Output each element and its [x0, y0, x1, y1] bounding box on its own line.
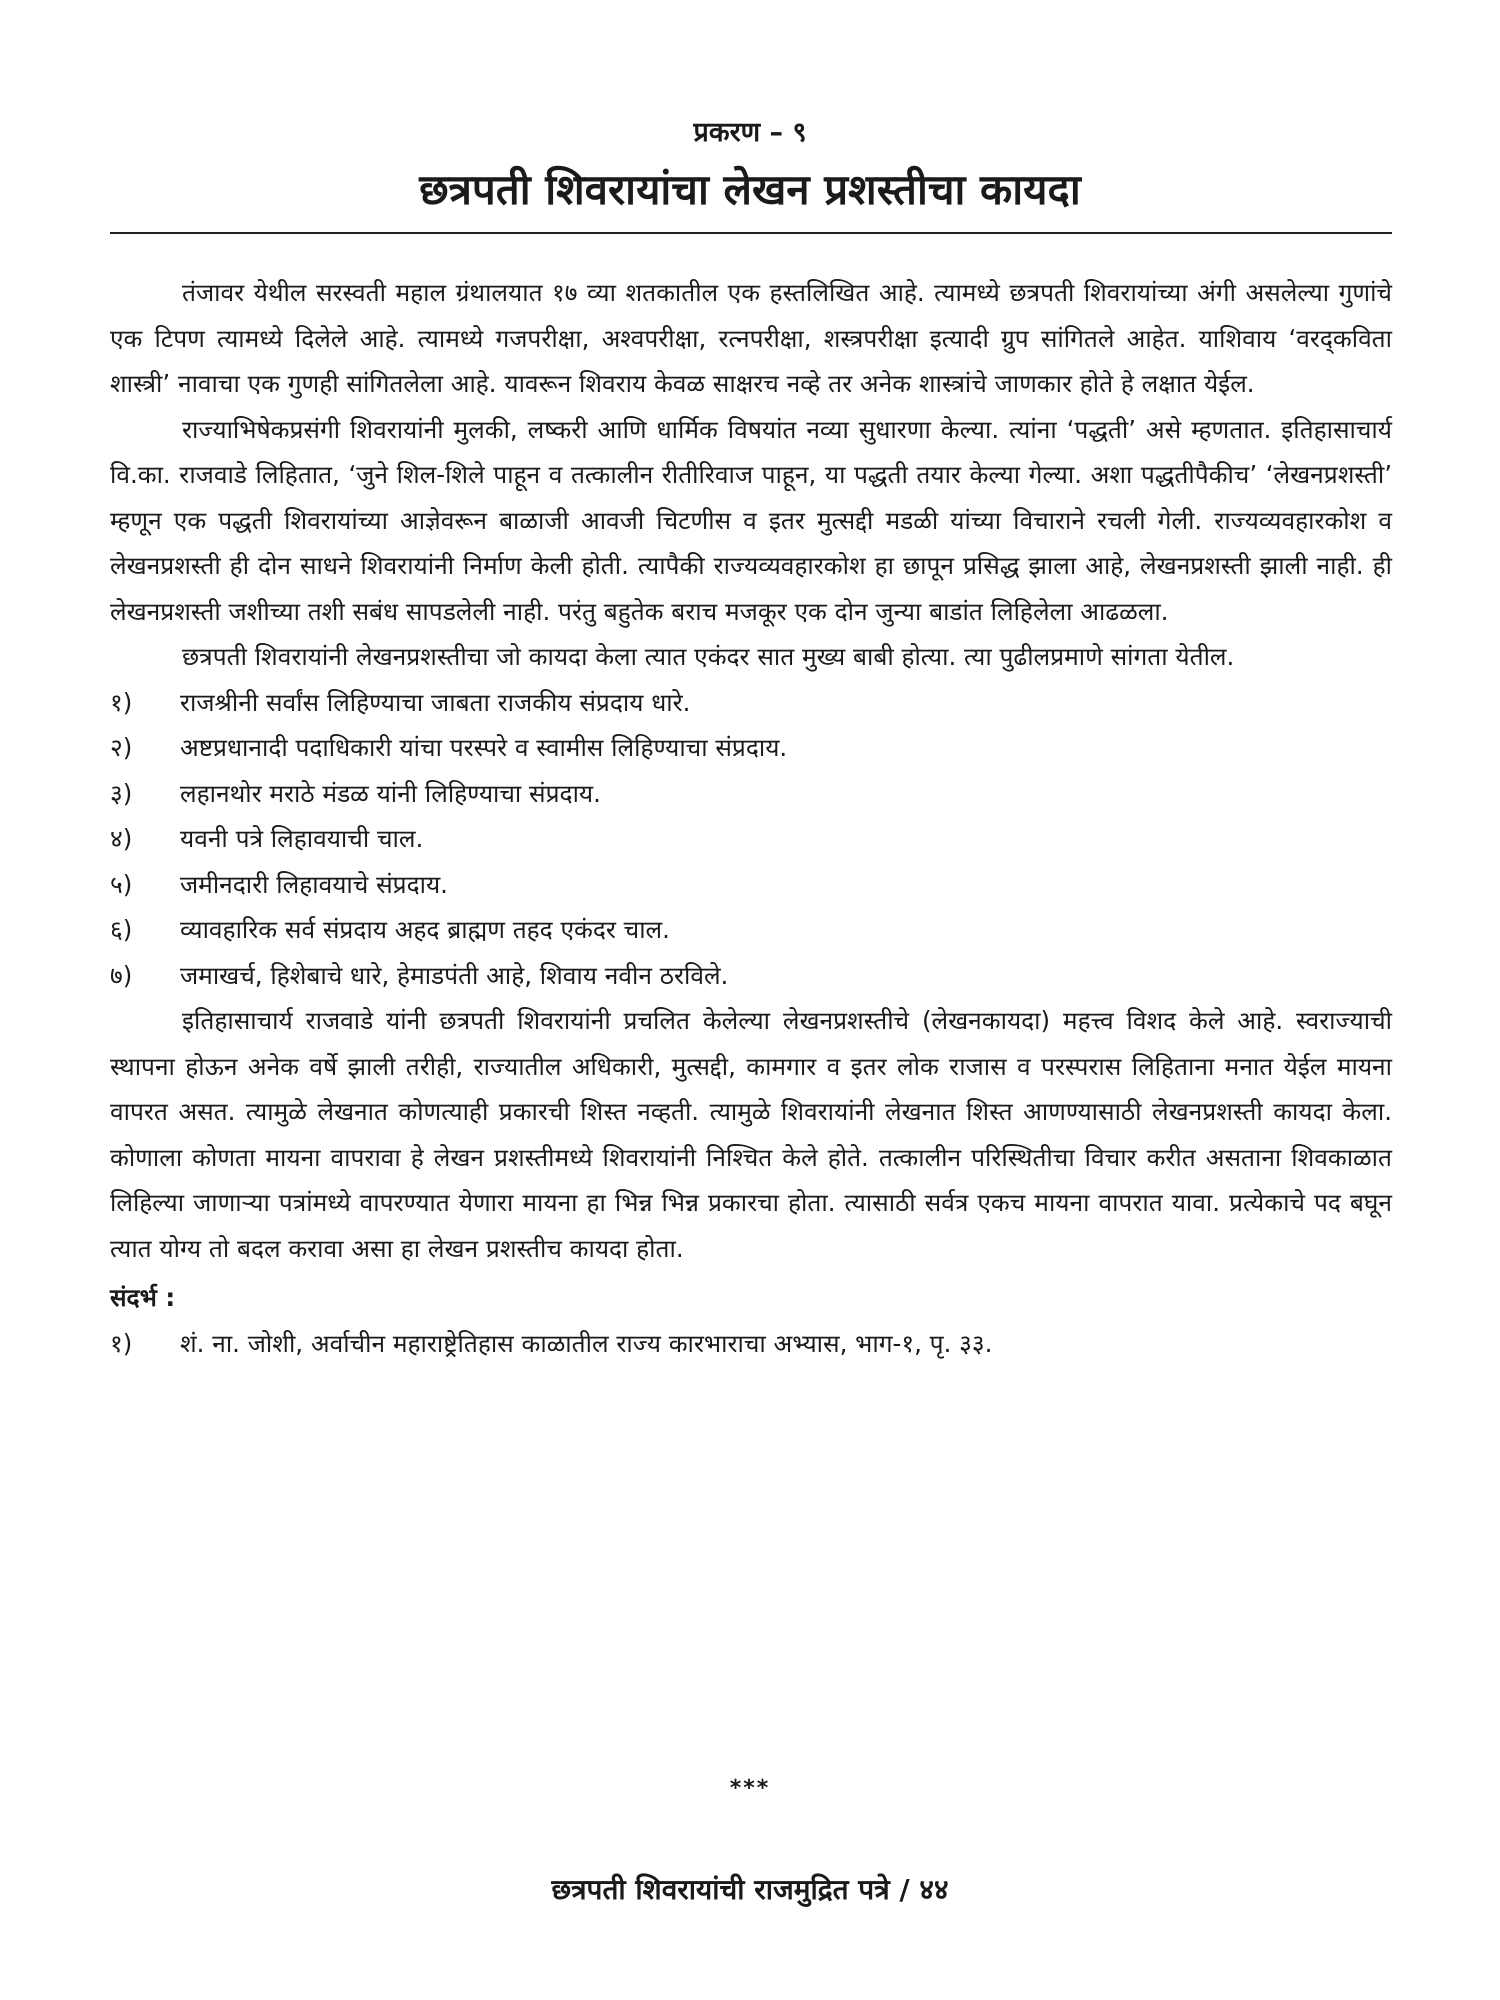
- list-item-text: जमीनदारी लिहावयाचे संप्रदाय.: [180, 869, 448, 899]
- chapter-title: छत्रपती शिवरायांचा लेखन प्रशस्तीचा कायदा: [419, 165, 1081, 214]
- reference-number: १): [110, 1328, 133, 1358]
- body-text: [110, 270, 1392, 1366]
- list-item: [110, 862, 1392, 908]
- closing-paragraph: इतिहासाचार्य राजवाडे यांनी छत्रपती शिवरायांनी प्रचलित केलेल्या लेखनप्रशस्तीचे (लेखनकायदा) महत्त्व विशद केले आहे. स्वराज्याची स्थापना होऊन अनेक वर्षे झाली तरीही, राज्यातील अधिकारी, मुत्सद्दी, कामगार व इतर लोक राजास व परस्परास लिहिताना मनात येईल मायना वापरत असत. त्यामुळे लेखनात कोणत्याही प्रकारची शिस्त नव्हती. त्यामुळे शिवरायांनी लेखनात शिस्त आणण्यासाठी लेखनप्रशस्ती कायदा केला. कोणाला कोणता मायना वापरावा हे लेखन प्रशस्तीमध्ये शिवरायांनी निश्चित केले होते. तत्कालीन परिस्थितीचा विचार करीत असताना शिवकाळात लिहिल्या जाणाऱ्या पत्रांमध्ये वापरण्यात येणारा मायना हा भिन्न भिन्न प्रकारचा होता. त्यासाठी सर्वत्र एकच मायना वापरात यावा. प्रत्येकाचे पद बघून त्यात योग्य तो बदल करावा असा हा लेखन प्रशस्तीच कायदा होता.: [110, 1006, 1392, 1263]
- list-item-number: ३): [110, 778, 133, 808]
- list-item-number: ७): [110, 960, 133, 990]
- list-item-number: ५): [110, 869, 133, 899]
- list-item: [110, 816, 1392, 862]
- section-separator: ***: [729, 1776, 771, 1801]
- references-heading: संदर्भ :: [110, 1283, 176, 1312]
- paragraph: तंजावर येथील सरस्वती महाल ग्रंथालयात १७ व्या शतकातील एक हस्तलिखित आहे. त्यामध्ये छत्रपती शिवरायांच्या अंगी असलेल्या गुणांचे एक टिपण त्यामध्ये दिलेले आहे. त्यामध्ये गजपरीक्षा, अश्वपरीक्षा, रत्नपरीक्षा, शस्त्रपरीक्षा इत्यादी ग्रुप सांगितले आहेत. याशिवाय ‘वरद्कविता शास्त्री’ नावाचा एक गुणही सांगितलेला आहे. यावरून शिवराय केवळ साक्षरच नव्हे तर अनेक शास्त्रांचे जाणकार होते हे लक्षात येईल.: [110, 278, 1392, 398]
- list-item-text: अष्टप्रधानादी पदाधिकारी यांचा परस्परे व स्वामीस लिहिण्याचा संप्रदाय.: [180, 733, 788, 762]
- paragraph: राज्याभिषेकप्रसंगी शिवरायांनी मुलकी, लष्करी आणि धार्मिक विषयांत नव्या सुधारणा केल्या. त्यांना ‘पद्धती’ असे म्हणतात. इतिहासाचार्य वि.का. राजवाडे लिहितात, ‘जुने शिल-शिले पाहून व तत्कालीन रीतीरिवाज पाहून, या पद्धती तयार केल्या गेल्या. अशा पद्धतीपैकीच’ ‘लेखनप्रशस्ती’ म्हणून एक पद्धती शिवरायांच्या आज्ञेवरून बाळाजी आवजी चिटणीस व इतर मुत्सद्दी मडळी यांच्या विचाराने रचली गेली. राज्यव्यवहारकोश व लेखनप्रशस्ती ही दोन साधने शिवरायांनी निर्माण केली होती. त्यापैकी राज्यव्यवहारकोश हा छापून प्रसिद्ध झाला आहे, लेखनप्रशस्ती झाली नाही. ही लेखनप्रशस्ती जशीच्या तशी सबंध सापडलेली नाही. परंतु बहुतेक बराच मजकूर एक दोन जुन्या बाडांत लिहिलेला आढळला.: [110, 414, 1392, 626]
- list-item-number: ६): [110, 915, 133, 944]
- paragraph: छत्रपती शिवरायांनी लेखनप्रशस्तीचा जो कायदा केला त्यात एकंदर सात मुख्य बाबी होत्या. त्या पुढीलप्रमाणे सांगता येतील.: [182, 642, 1235, 671]
- list-item: [110, 771, 1392, 817]
- list-item: [110, 953, 1392, 999]
- list-item-number: २): [110, 733, 133, 762]
- list-item: [110, 725, 1392, 771]
- list-item-number: १): [110, 687, 133, 717]
- list-item: [110, 907, 1392, 953]
- page-footer: छत्रपती शिवरायांची राजमुद्रित पत्रे / ४४: [551, 1873, 949, 1906]
- chapter-number: प्रकरण – ९: [693, 117, 807, 148]
- numbered-list: [110, 680, 1392, 999]
- list-item-text: व्यावहारिक सर्व संप्रदाय अहद ब्राह्मण तहद एकंदर चाल.: [180, 915, 670, 944]
- reference-list: [110, 1321, 1392, 1367]
- list-item-text: राजश्रीनी सर्वांस लिहिण्याचा जाबता राजकीय संप्रदाय धारे.: [180, 687, 691, 717]
- title-divider: [110, 232, 1392, 234]
- list-item-text: यवनी पत्रे लिहावयाची चाल.: [180, 824, 424, 853]
- reference-text: शं. ना. जोशी, अर्वाचीन महाराष्ट्रेतिहास काळातील राज्य कारभाराचा अभ्यास, भाग-१, पृ. ३३.: [180, 1328, 993, 1358]
- list-item-number: ४): [110, 824, 133, 853]
- list-item-text: लहानथोर मराठे मंडळ यांनी लिहिण्याचा संप्रदाय.: [180, 778, 601, 808]
- reference-item: [110, 1321, 1392, 1367]
- list-item-text: जमाखर्च, हिशेबाचे धारे, हेमाडपंती आहे, शिवाय नवीन ठरविले.: [180, 960, 729, 990]
- list-item: [110, 680, 1392, 726]
